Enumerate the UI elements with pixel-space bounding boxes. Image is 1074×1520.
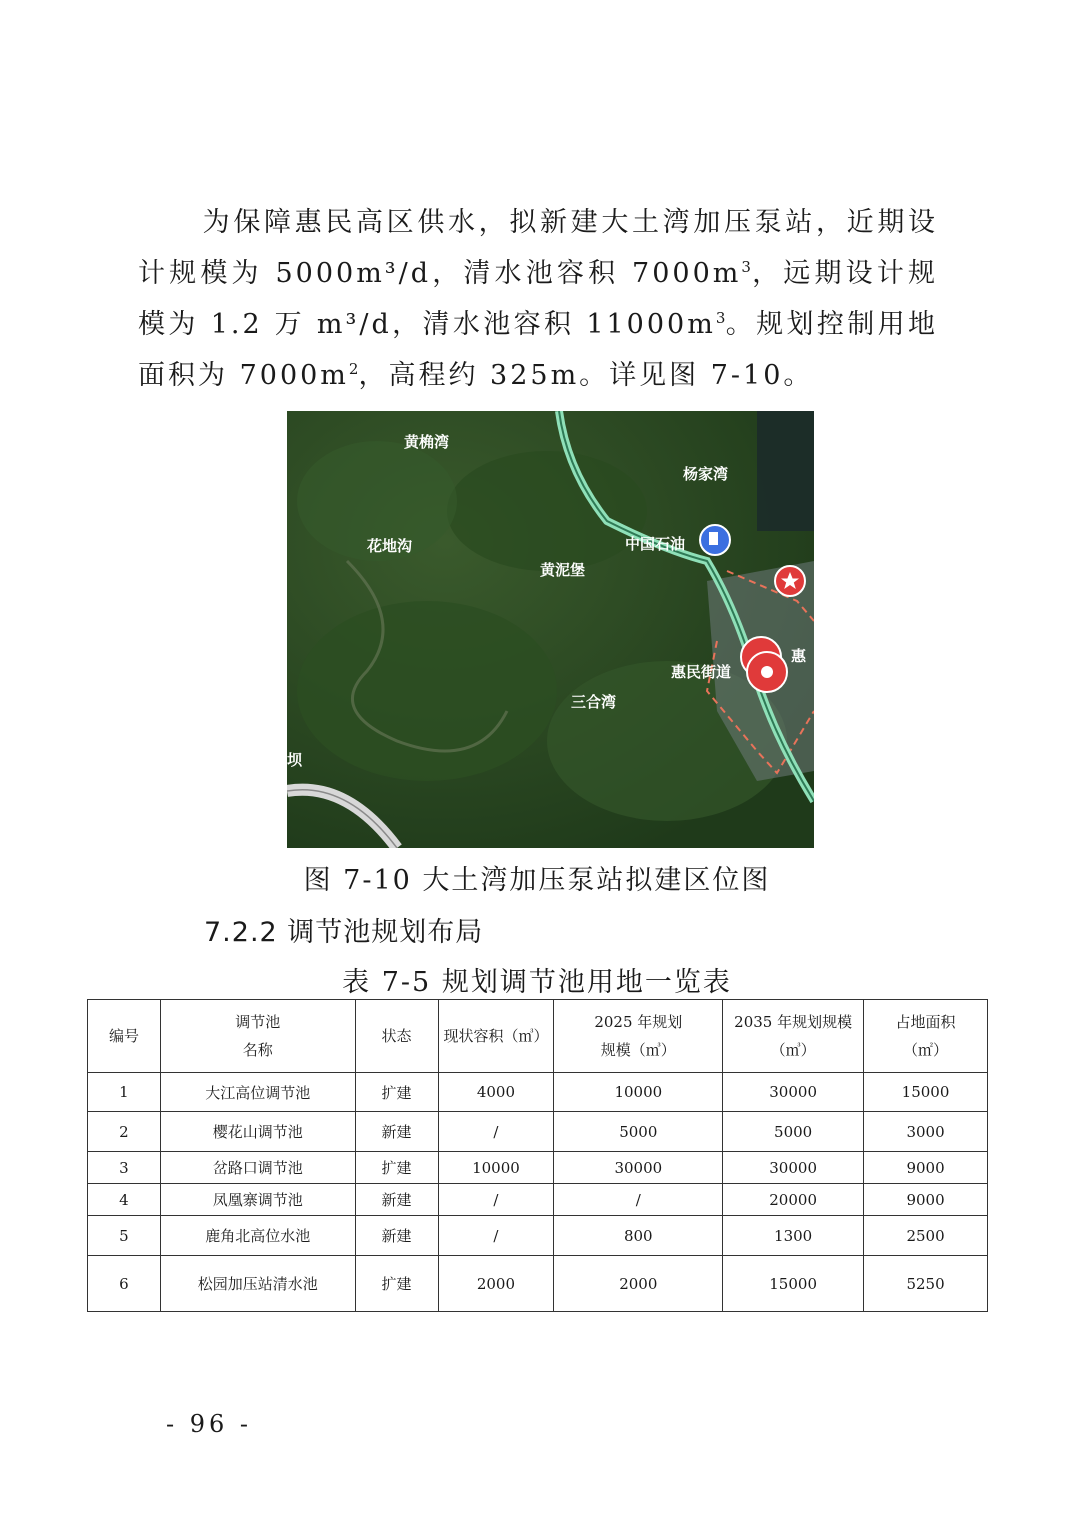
- figure-caption: 图 7-10 大土湾加压泵站拟建区位图: [303, 865, 771, 896]
- cell-2035-scale: 15000: [723, 1256, 864, 1312]
- table-row: [88, 1256, 988, 1312]
- header-cell-name: 调节池 名称: [160, 1000, 355, 1073]
- cell-current-volume: 10000: [438, 1152, 554, 1184]
- map-label-sanhewan: 三合湾: [571, 693, 617, 711]
- cell-area: 3000: [864, 1112, 988, 1152]
- cell-area: 5250: [864, 1256, 988, 1312]
- body-paragraph: [138, 197, 938, 401]
- header-cell-current-volume: 现状容积（㎥）: [438, 1000, 554, 1073]
- table-row: [88, 1073, 988, 1112]
- cell-number: 1: [88, 1073, 161, 1112]
- cell-number: 2: [88, 1112, 161, 1152]
- map-label-yangjiawan: 杨家湾: [683, 465, 729, 483]
- cell-2035-scale: 1300: [723, 1216, 864, 1256]
- table-row: [88, 1184, 988, 1216]
- map-label-hui: 惠: [791, 647, 807, 665]
- cell-area: 9000: [864, 1152, 988, 1184]
- cell-2035-scale: 5000: [723, 1112, 864, 1152]
- paragraph-text-3: 。规划控制用地面积为 7000m: [138, 309, 938, 391]
- header-cell-2025-scale: 2025 年规划 规模（㎥）: [554, 1000, 723, 1073]
- table-header-row: [88, 1000, 988, 1073]
- cell-name: 鹿角北高位水池: [160, 1216, 355, 1256]
- cell-2025-scale: 800: [554, 1216, 723, 1256]
- table-row: [88, 1152, 988, 1184]
- section-heading: 7.2.2 调节池规划布局: [204, 917, 484, 948]
- cell-number: 6: [88, 1256, 161, 1312]
- forest-patch: [297, 601, 557, 781]
- cell-status: 新建: [355, 1216, 438, 1256]
- superscript-2: 3: [715, 309, 726, 327]
- forest-patch: [447, 451, 647, 571]
- header-cell-2035-scale: 2035 年规划规模 （㎥）: [723, 1000, 864, 1073]
- cell-status: 扩建: [355, 1256, 438, 1312]
- map-label-ba: 坝: [287, 751, 303, 769]
- cell-2025-scale: 30000: [554, 1152, 723, 1184]
- cell-2035-scale: 30000: [723, 1152, 864, 1184]
- cell-2025-scale: 2000: [554, 1256, 723, 1312]
- cell-name: 大江高位调节池: [160, 1073, 355, 1112]
- table-caption: 表 7-5 规划调节池用地一览表: [342, 967, 732, 998]
- reservoir-table: [87, 999, 988, 1312]
- header-cell-status: 状态: [355, 1000, 438, 1073]
- cell-name: 松园加压站清水池: [160, 1256, 355, 1312]
- gas-pump-glyph: [709, 532, 718, 545]
- water-body: [757, 411, 814, 531]
- cell-current-volume: /: [438, 1216, 554, 1256]
- cell-current-volume: 4000: [438, 1073, 554, 1112]
- cell-name: 岔路口调节池: [160, 1152, 355, 1184]
- cell-2025-scale: 5000: [554, 1112, 723, 1152]
- table-row: [88, 1216, 988, 1256]
- cell-2025-scale: /: [554, 1184, 723, 1216]
- cell-number: 5: [88, 1216, 161, 1256]
- paragraph-text-2: ，远期设计规模为 1.2 万 m³/d，清水池容积 11000m: [138, 258, 939, 340]
- map-label-huangnibao: 黄泥堡: [540, 561, 586, 579]
- paragraph-text-1: 为保障惠民高区供水，拟新建大土湾加压泵站，近期设计规模为 5000m³/d，清水池容积 7000m: [138, 207, 938, 289]
- cell-current-volume: 2000: [438, 1256, 554, 1312]
- cell-2025-scale: 10000: [554, 1073, 723, 1112]
- cell-status: 扩建: [355, 1152, 438, 1184]
- cell-name: 樱花山调节池: [160, 1112, 355, 1152]
- satellite-map: [287, 411, 814, 848]
- superscript-1: 3: [741, 258, 751, 276]
- cell-number: 4: [88, 1184, 161, 1216]
- map-svg: [287, 411, 814, 848]
- map-label-huadigou: 花地沟: [367, 537, 413, 555]
- header-cell-area: 占地面积 （㎡）: [864, 1000, 988, 1073]
- location-pin-dot: [761, 666, 773, 678]
- table-row: [88, 1112, 988, 1152]
- cell-2035-scale: 30000: [723, 1073, 864, 1112]
- map-label-huimin-street: 惠民街道: [671, 663, 732, 681]
- paragraph-text-4: ，高程约 325m。详见图 7-10。: [358, 360, 814, 391]
- cell-status: 新建: [355, 1112, 438, 1152]
- cell-name: 凤凰寨调节池: [160, 1184, 355, 1216]
- header-cell-number: 编号: [88, 1000, 161, 1073]
- cell-status: 新建: [355, 1184, 438, 1216]
- map-label-petrochina: 中国石油: [625, 535, 686, 553]
- page-number: - 96 -: [166, 1410, 253, 1438]
- cell-2035-scale: 20000: [723, 1184, 864, 1216]
- cell-current-volume: /: [438, 1184, 554, 1216]
- cell-number: 3: [88, 1152, 161, 1184]
- cell-area: 15000: [864, 1073, 988, 1112]
- cell-status: 扩建: [355, 1073, 438, 1112]
- map-label-huangjuewan: 黄桷湾: [404, 433, 450, 451]
- cell-area: 9000: [864, 1184, 988, 1216]
- cell-area: 2500: [864, 1216, 988, 1256]
- cell-current-volume: /: [438, 1112, 554, 1152]
- superscript-3: 2: [348, 360, 359, 378]
